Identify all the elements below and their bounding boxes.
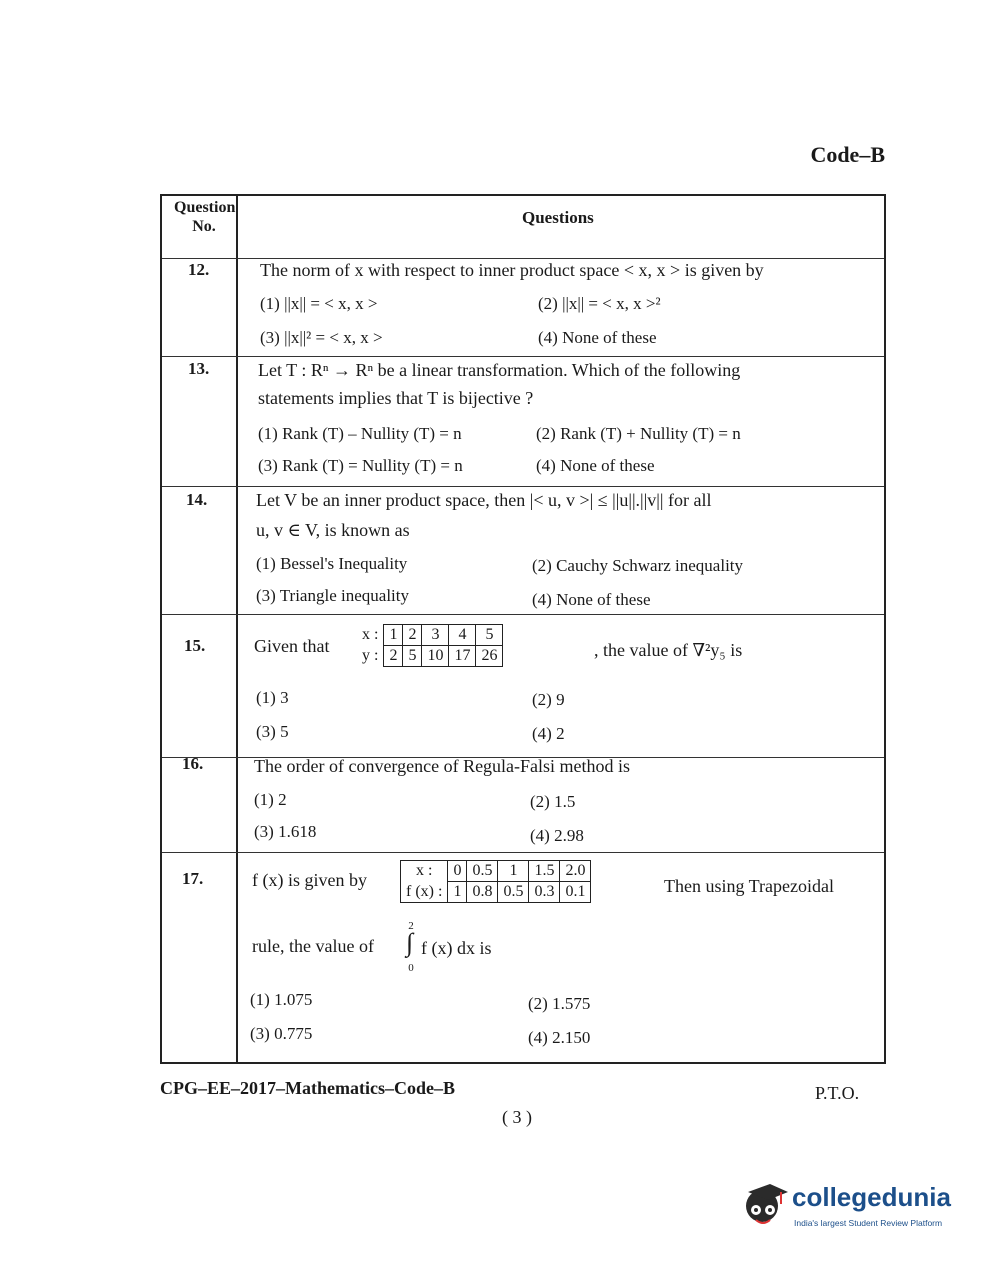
logo-mascot-icon [740, 1180, 792, 1232]
row-divider [162, 356, 884, 357]
option: (3) 1.618 [254, 822, 317, 841]
grid-cell: 2.0 [560, 861, 591, 882]
grid-y-label: y : [357, 646, 384, 667]
question-text: f (x) is given by [252, 870, 367, 890]
grid-cell: 3 [422, 625, 449, 646]
option: (4) None of these [532, 590, 651, 609]
option: (1) 3 [256, 688, 289, 707]
option: (2) Cauchy Schwarz inequality [532, 556, 744, 575]
option: (4) None of these [538, 328, 657, 347]
grid-cell: 10 [422, 646, 449, 667]
question-number: 15. [184, 636, 206, 655]
grid-cell: 0.8 [467, 882, 498, 903]
question-text: , the value of ∇²y₅ is [594, 640, 743, 660]
page-number: ( 3 ) [502, 1107, 532, 1127]
option: (3) Triangle inequality [256, 586, 409, 605]
option: (1) ||x|| = < x, x > [260, 294, 378, 313]
question-text: f (x) dx is [421, 938, 492, 958]
logo-name: collegedunia [792, 1182, 951, 1212]
option: (3) 5 [256, 722, 289, 741]
header-question-label: Question [174, 199, 236, 216]
grid-cell: 4 [449, 625, 476, 646]
option: (4) 2 [532, 724, 565, 743]
question-number: 13. [188, 359, 210, 378]
grid-cell: 0.3 [529, 882, 560, 903]
pto-label: P.T.O. [815, 1083, 860, 1103]
option: (1) Bessel's Inequality [256, 554, 408, 573]
option: (2) 9 [532, 690, 565, 709]
grid-cell: 5 [403, 646, 422, 667]
option: (1) 2 [254, 790, 287, 809]
grid-cell: 1 [384, 625, 403, 646]
data-table-fx [400, 860, 591, 903]
question-text: Given that [254, 636, 330, 656]
question-text: Then using Trapezoidal [664, 876, 834, 896]
question-number: 12. [188, 260, 210, 279]
row-divider [162, 486, 884, 487]
header-no-label: No. [192, 218, 216, 235]
option: (3) ||x||² = < x, x > [260, 328, 383, 347]
option: (1) Rank (T) – Nullity (T) = n [258, 424, 462, 443]
integral-upper-limit: 2 [408, 920, 414, 932]
question-text: statements implies that T is bijective ? [258, 388, 534, 408]
option: (3) Rank (T) = Nullity (T) = n [258, 456, 463, 475]
question-text: u, v ∈ V, is known as [256, 520, 410, 540]
paper-code: Code–B [810, 142, 885, 167]
grid-cell: 26 [476, 646, 503, 667]
column-divider [236, 196, 238, 1062]
grid-cell: 0.1 [560, 882, 591, 903]
question-number: 14. [186, 490, 208, 509]
question-text: Let V be an inner product space, then |< u, v >| ≤ ||u||.||v|| for all [256, 490, 712, 510]
questions-table [160, 194, 886, 1064]
data-table-xy [357, 624, 503, 667]
option: (2) Rank (T) + Nullity (T) = n [536, 424, 741, 443]
option: (4) 2.150 [528, 1028, 591, 1047]
grid-cell: 0 [448, 861, 467, 882]
option: (4) None of these [536, 456, 655, 475]
logo-tagline: India's largest Student Review Platform [794, 1218, 943, 1228]
collegedunia-logo [740, 1180, 951, 1237]
option: (2) 1.575 [528, 994, 591, 1013]
grid-cell: 0.5 [498, 882, 529, 903]
option: (3) 0.775 [250, 1024, 313, 1043]
option: (2) 1.5 [530, 792, 576, 811]
question-number: 16. [182, 754, 204, 773]
grid-cell: 2 [403, 625, 422, 646]
grid-x-label: x : [401, 861, 448, 882]
integral-symbol: ∫ [406, 928, 414, 957]
question-text: The order of convergence of Regula-Falsi method is [254, 756, 631, 776]
exam-code-footer: CPG–EE–2017–Mathematics–Code–B [160, 1078, 455, 1098]
row-divider [162, 614, 884, 615]
grid-fx-label: f (x) : [401, 882, 448, 903]
option: (1) 1.075 [250, 990, 313, 1009]
row-divider [162, 852, 884, 853]
grid-x-label: x : [357, 625, 384, 646]
grid-cell: 1 [498, 861, 529, 882]
grid-cell: 1.5 [529, 861, 560, 882]
question-text: The norm of x with respect to inner product space < x, x > is given by [260, 260, 764, 280]
grid-cell: 0.5 [467, 861, 498, 882]
option: (2) ||x|| = < x, x >² [538, 294, 661, 313]
header-questions: Questions [522, 208, 594, 227]
row-divider [162, 258, 884, 259]
integral-lower-limit: 0 [408, 962, 414, 974]
option: (4) 2.98 [530, 826, 584, 845]
grid-cell: 17 [449, 646, 476, 667]
grid-cell: 2 [384, 646, 403, 667]
question-number: 17. [182, 869, 204, 888]
question-text: Let T : Rⁿ → Rⁿ be a linear transformation. Which of the following [258, 360, 741, 380]
question-text: rule, the value of [252, 936, 374, 956]
grid-cell: 1 [448, 882, 467, 903]
header-question-no [174, 198, 234, 236]
grid-cell: 5 [476, 625, 503, 646]
